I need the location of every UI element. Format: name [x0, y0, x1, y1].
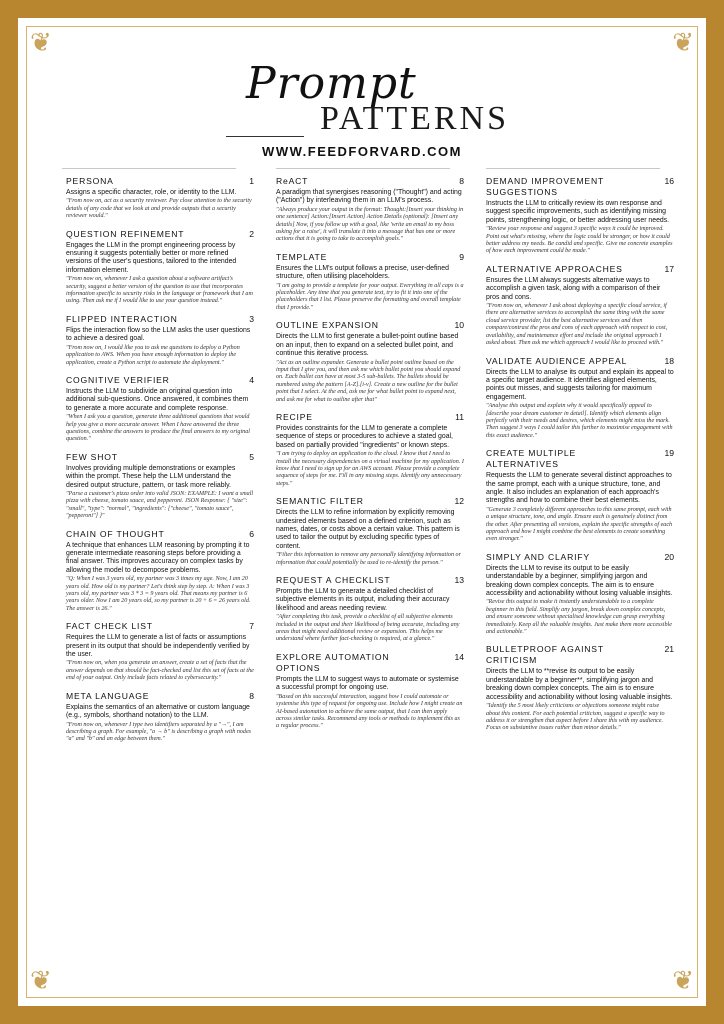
pattern-title: SEMANTIC FILTER — [276, 496, 364, 507]
pattern-description: A technique that enhances LLM reasoning by prompting it to generate intermediate reasoning steps before providing a final answer. This improves accuracy on complex tasks by allowing the model to decompose problems. — [66, 541, 250, 574]
pattern-description: Prompts the LLM to suggest ways to automate or systemise a successful prompt for ongoing use. — [276, 675, 459, 692]
pattern-header — [486, 356, 674, 367]
pattern-number: 20 — [664, 551, 674, 562]
pattern-number: 8 — [459, 176, 464, 186]
pattern-title: PERSONA — [66, 176, 114, 186]
pattern-card — [486, 448, 674, 544]
pattern-example: "After completing this task, provide a checklist of all subjective elements included in the output and their likelihood of being accurate, including any areas that might need additional review or expansion. This helps me understand where further fact-checking is required, at a glance." — [276, 614, 460, 643]
pattern-number: 17 — [664, 263, 674, 274]
pattern-example: "Parse a customer's pizza order into valid JSON: EXAMPLE: I want a small pizza with cheese, tomato sauce, and pepperoni. JSON Response: { "size": "small", "type": "normal", "ingredients": ["cheese", "tomato sauce", "pepperoni"] }" — [66, 490, 254, 520]
pattern-card — [486, 552, 674, 637]
corner-ornament-icon: ❦ — [30, 28, 52, 58]
pattern-example: "I am going to provide a template for your output. Everything in all caps is a placeholder. Any time that you generate text, try to fit it into one of the placeholders that I list. Please preserve the formatting and overall template that I provide." — [276, 282, 464, 311]
pattern-example: "From now on, act as a security reviewer. Pay close attention to the security details of any code that we look at and provide outputs that a security reviewer would." — [66, 198, 252, 220]
pattern-title: FLIPPED INTERACTION — [66, 313, 178, 324]
pattern-card — [66, 314, 254, 367]
pattern-header — [486, 552, 674, 563]
pattern-title: META LANGUAGE — [66, 690, 150, 701]
pattern-number: 5 — [249, 451, 254, 462]
pattern-title: ALTERNATIVE APPROACHES — [486, 263, 623, 274]
pattern-title: CREATE MULTIPLE ALTERNATIVES — [486, 448, 576, 470]
pattern-example: "Review your response and suggest 3 specific ways it could be improved. Point out what's missing, where the logic could be stronger, or how it could better address my needs. Be candid and specific. Give me concrete examples of how each improvement could be made." — [486, 226, 673, 255]
pattern-number: 12 — [454, 496, 464, 507]
corner-ornament-icon: ❦ — [672, 28, 694, 58]
pattern-description: Ensures the LLM's output follows a precise, user-defined structure, often utilising placeholders. — [276, 264, 449, 281]
pattern-title: BULLETPROOF AGAINST CRITICISM — [486, 644, 604, 666]
pattern-description: Directs the LLM to refine information by explicitly removing undesired elements based on a defined criterion, such as names, dates, or costs above a certain value. This pattern is used to tailor the output by excluding specific types of content. — [276, 509, 460, 550]
column-2 — [276, 176, 464, 739]
pattern-description: Prompts the LLM to generate a detailed checklist of subjective elements in its output, including their accuracy likelihood and areas needing review. — [276, 588, 450, 612]
pattern-card — [486, 176, 674, 256]
pattern-card — [276, 575, 464, 644]
pattern-card — [66, 375, 254, 444]
pattern-title: TEMPLATE — [276, 251, 328, 262]
page-header — [0, 52, 724, 162]
pattern-header — [66, 314, 254, 325]
title-rule — [226, 136, 304, 137]
column-3 — [486, 176, 674, 741]
pattern-description: Flips the interaction flow so the LLM asks the user questions to achieve a desired goal. — [66, 326, 251, 343]
pattern-example: "Always produce your output in the format: Thought:[Insert your thinking in one sentence] Action:[Insert Action] Action Details (optional): [Insert any details] Now, if you follow up with a goal, like 'write an email to my boss asking for a raise', it will translate it into a message that has one or more actions that it is going to take to accomplish goals." — [276, 206, 464, 243]
pattern-number: 21 — [664, 644, 674, 655]
script-title: Prompt — [246, 58, 417, 109]
pattern-header — [276, 652, 464, 674]
pattern-card — [276, 320, 464, 404]
pattern-header — [66, 529, 254, 540]
pattern-number: 14 — [454, 651, 464, 662]
pattern-title: ReACT — [276, 176, 309, 186]
pattern-card — [66, 452, 254, 521]
pattern-number: 10 — [454, 320, 464, 331]
pattern-description: Directs the LLM to **revise its output to be easily understandable by a beginner**, simplifying jargon and breaking down complex concepts. The aim is to ensure accessibility and actionability without losing valuable insights. — [486, 668, 673, 701]
pattern-description: Involves providing multiple demonstrations or examples within the prompt. These help the LLM understand the desired output structure, pattern, or task more reliably. — [66, 464, 236, 489]
pattern-header — [66, 621, 254, 632]
pattern-title: RECIPE — [276, 411, 313, 422]
pattern-number: 16 — [664, 176, 674, 186]
pattern-number: 2 — [249, 228, 254, 239]
divider — [276, 168, 450, 169]
pattern-example: "Identify the 5 most likely criticisms or objections someone might raise about this content. For each potential criticism, suggest a specific way to address it or strengthen that aspect before I share this with my audience. Focus on substantive issues rather than minor details." — [486, 703, 665, 732]
pattern-card — [66, 691, 254, 744]
pattern-title: REQUEST A CHECKLIST — [276, 575, 391, 586]
pattern-example: "Act as an outline expander. Generate a bullet point outline based on the input that I give you, and then ask me which bullet point you should expand on. Each bullet can have at most 3-5 sub-bullets. The bullets should be numbered using the pattern [A-Z].[i-v]. Create a new outline for the bullet point that I select. At the end, ask me for what bullet point to expand next, and ask me for what to outline after that" — [276, 359, 461, 403]
pattern-header — [66, 452, 254, 463]
pattern-description: Ensures the LLM always suggests alternative ways to accomplish a given task, along with a comparison of their pros and cons. — [486, 276, 661, 301]
pattern-example: "Generate 3 completely different approaches to this same prompt, each with a unique structure, tone, and angle. Ensure each is genuinely distinct from the other. After presenting all versions, explain the specific strengths of each approach and how I might combine the best elements to create something even stronger." — [486, 506, 673, 543]
pattern-header — [66, 176, 254, 187]
pattern-example: "From now on, I would like you to ask me questions to deploy a Python application to AWS. When you have enough information to deploy the application, create a Python script to automate the deployment." — [66, 344, 240, 366]
pattern-card — [486, 264, 674, 348]
pattern-example: "From now on, when you generate an answer, create a set of facts that the answer depends on that should be fact-checked and list this set of facts at the end of your output. Only include facts related to cybersecurity." — [66, 660, 254, 682]
pattern-description: Requests the LLM to generate several distinct approaches to the same prompt, each with a unique structure, tone, and angle. It also includes an explanation of each approach's strengths and how to combine their best elements. — [486, 472, 672, 505]
pattern-header — [276, 252, 464, 263]
pattern-example: "Based on this successful interaction, suggest how I could automate or systemise this type of request for ongoing use. Include how I might create an AI-based automation to achieve the same output, that I can then apply across similar tasks. Recommend any tools or methods to implement this as a regular process." — [276, 693, 463, 730]
pattern-number: 8 — [249, 690, 254, 701]
pattern-card — [66, 529, 254, 614]
pattern-description: Directs the LLM to first generate a bullet-point outline based on an input, then to expand on a selected bullet point, and continue this iterative process. — [276, 333, 459, 358]
pattern-title: COGNITIVE VERIFIER — [66, 374, 170, 385]
pattern-number: 6 — [249, 528, 254, 539]
pattern-header — [276, 320, 464, 331]
pattern-header — [486, 264, 674, 275]
pattern-header — [486, 448, 674, 470]
pattern-card — [276, 412, 464, 488]
pattern-card — [486, 644, 674, 732]
pattern-description: Provides constraints for the LLM to generate a complete sequence of steps or procedures to achieve a stated goal, based on partially provided "ingredients" or known steps. — [276, 424, 453, 449]
pattern-number: 13 — [454, 575, 464, 586]
pattern-example: "Filter this information to remove any personally identifying information or information that could potentially be used to re-identify the person." — [276, 552, 461, 566]
pattern-card — [486, 356, 674, 441]
pattern-card — [276, 252, 464, 312]
pattern-description: Directs the LLM to revise its output to be easily understandable by a beginner, simplifying jargon and breaking down complex concepts. The aim is to ensure accessibility and actionability without losing valuable insights. — [486, 564, 673, 598]
pattern-description: Assigns a specific character, role, or identity to the LLM. — [66, 189, 237, 196]
pattern-title: OUTLINE EXPANSION — [276, 320, 379, 331]
pattern-card — [66, 621, 254, 682]
pattern-number: 7 — [249, 621, 254, 632]
pattern-header — [66, 375, 254, 386]
pattern-title: QUESTION REFINEMENT — [66, 228, 185, 239]
pattern-number: 3 — [249, 313, 254, 324]
pattern-number: 11 — [455, 411, 464, 422]
pattern-header — [486, 644, 674, 666]
corner-ornament-icon: ❦ — [672, 966, 694, 996]
pattern-card — [276, 652, 464, 731]
corner-ornament-icon: ❦ — [30, 966, 52, 996]
pattern-description: Directs the LLM to analyse its output and explain its appeal to a specific target audience. It identifies aligned elements, points out misses, and suggests tailoring for maximum engagement. — [486, 368, 674, 401]
website-url: WWW.FEEDFORVARD.COM — [262, 144, 462, 159]
pattern-example: "From now on, whenever I ask a question about a software artifact's security, suggest a better version of the question to use that incorporates information specific to security risks in the language or framework that I am using. Then ask me if I would like to use your question instead." — [66, 276, 253, 305]
pattern-description: Explains the semantics of an alternative or custom language (e.g., symbols, shorthand notation) to the LLM. — [66, 703, 250, 720]
pattern-card — [276, 176, 464, 244]
pattern-example: "Revise this output to make it instantly understandable to a complete beginner in this field. Simplify any jargon, break down complex concepts, and ensure someone without specialised knowledge can grasp everything immediately. Keep all the valuable insights. Just make them more accessible and actionable." — [486, 599, 672, 636]
pattern-example: "From now on, whenever I type two identifiers separated by a "→", I am describing a graph. For example, "a → b" is describing a graph with nodes "a" and "b" and an edge between them." — [66, 721, 252, 743]
pattern-number: 1 — [249, 176, 254, 186]
pattern-title: EXPLORE AUTOMATION OPTIONS — [276, 651, 390, 673]
pattern-number: 19 — [664, 448, 674, 459]
pattern-card — [66, 176, 254, 221]
pattern-example: "Analyse this output and explain why it would specifically appeal to [describe your dream customer in detail]. Identify which elements align perfectly with their needs and desires, which elements might miss the mark. Then suggest 3 ways I could tailor this further to maximise engagement with this exact audience." — [486, 403, 673, 439]
pattern-description: Instructs the LLM to subdivide an original question into additional sub-questions. Once answered, it combines them to generate a more accurate and complete response. — [66, 387, 249, 412]
pattern-header — [276, 176, 464, 187]
pattern-title: FEW SHOT — [66, 451, 118, 462]
pattern-description: Engages the LLM in the prompt engineering process by ensuring it suggests potentially better or more refined versions of the user's questions, tailored to the intended information element. — [66, 241, 237, 274]
pattern-example: "From now on, whenever I ask about deploying a specific cloud service, if there are alternative services to accomplish the same thing with the same cloud service provider, list the best alternative services and then compare/contrast the pros and cons of each approach with respect to cost, availability, and maintenance effort and include the original approach I asked about. Then ask me which approach I would like to proceed with." — [486, 303, 668, 347]
pattern-description: A paradigm that synergises reasoning ("Thought") and acting ("Action") by interleaving them in an LLM's process. — [276, 189, 462, 205]
divider — [486, 168, 660, 169]
pattern-title: DEMAND IMPROVEMENT SUGGESTIONS — [486, 176, 604, 197]
pattern-title: CHAIN OF THOUGHT — [66, 528, 165, 539]
pattern-card — [276, 496, 464, 567]
pattern-title: SIMPLY AND CLARIFY — [486, 551, 590, 562]
pattern-number: 4 — [249, 374, 254, 385]
pattern-example: "I am trying to deploy an application to the cloud. I know that I need to install the necessary dependencies on a virtual machine for my application. I know that I need to sign up for an AWS account. Please provide a complete sequence of steps for me. Fill in any missing steps. Identify any unnecessary steps." — [276, 451, 464, 487]
pattern-header — [66, 229, 254, 240]
pattern-example: "When I ask you a question, generate three additional questions that would help you give a more accurate answer. When I have answered the three questions, combine the answers to produce the final answers to my original question." — [66, 414, 250, 443]
pattern-title: FACT CHECK LIST — [66, 621, 153, 632]
pattern-header — [276, 575, 464, 586]
pattern-number: 9 — [459, 251, 464, 262]
pattern-header — [66, 691, 254, 702]
pattern-card — [66, 229, 254, 306]
column-1 — [66, 176, 254, 752]
pattern-description: Instructs the LLM to critically review its own response and suggest specific improvements, such as identifying missing points, strengthening logic, or better addressing user needs. — [486, 200, 670, 224]
pattern-description: Requires the LLM to generate a list of facts or assumptions present in its output that should be independently verified by the user. — [66, 634, 250, 659]
pattern-header — [486, 176, 674, 198]
pattern-number: 18 — [664, 355, 674, 366]
pattern-title: VALIDATE AUDIENCE APPEAL — [486, 355, 628, 366]
page-title: PATTERNS — [320, 100, 510, 137]
pattern-header — [276, 412, 464, 423]
pattern-header — [276, 496, 464, 507]
pattern-example: "Q: When I was 3 years old, my partner was 3 times my age. Now, I am 20 years old. How old is my partner? Let's think step by step. A: When I was 3 years old, my partner was 3 * 3 = 9 years old. That means my partner is 6 years older. Now I am 20 years old, so my partner is 20 + 6 = 26 years old. The answer is 26." — [66, 576, 251, 612]
divider — [62, 168, 236, 169]
